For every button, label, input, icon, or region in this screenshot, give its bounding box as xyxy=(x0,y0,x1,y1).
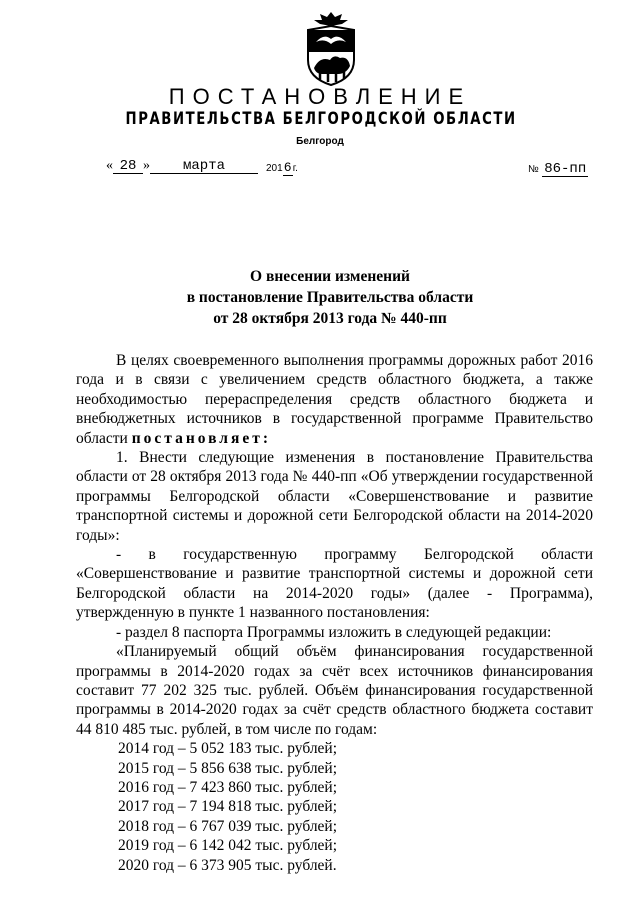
date-month: марта xyxy=(150,159,258,174)
issuing-authority: ПРАВИТЕЛЬСТВА БЕЛГОРОДСКОЙ ОБЛАСТИ xyxy=(125,109,517,129)
document-number: 86-пп xyxy=(544,161,587,177)
year-funding-line: 2018 год – 6 767 039 тыс. рублей; xyxy=(118,817,338,835)
preamble-text: В целях своевременного выполнения программы дорожных работ 2016 года и в связи с увеличением средств областного бюджета, а также необходимостью перераспределения средств областного бюджета и внебюджетных источников в государственной программе Правительство области xyxy=(76,352,593,447)
document-body xyxy=(76,351,593,875)
date-year-field xyxy=(266,161,298,176)
date-field xyxy=(106,158,150,174)
date-year-prefix: 201 xyxy=(266,163,283,174)
year-funding-line: 2016 год – 7 423 860 тыс. рублей; xyxy=(118,778,338,796)
funding-paragraph: «Планируемый общий объём финансирования государственной программы в 2014-2020 годах за счёт всех источников финансирования составит 77 202 325 тыс. рублей. Объём финансирования государственной программы в 2014-2020 годах за счёт средств областного бюджета составит 44 810 485 тыс. рублей, в том числе по годам: xyxy=(76,643,593,738)
number-label: № xyxy=(528,164,539,175)
year-funding-line: 2019 год – 6 142 042 тыс. рублей; xyxy=(118,837,338,855)
date-quote-close: » xyxy=(143,158,150,173)
subject-line: от 28 октября 2013 года № 440-пп xyxy=(213,310,447,327)
date-month-field xyxy=(150,158,258,174)
date-day: 28 xyxy=(113,159,143,174)
resolves-keyword: постановляет: xyxy=(131,429,272,447)
clause-section8-paragraph: - раздел 8 паспорта Программы изложить в следующей редакции: xyxy=(116,623,552,641)
document-type-title: ПОСТАНОВЛЕНИЕ xyxy=(168,84,472,109)
coat-of-arms-emblem xyxy=(300,8,362,88)
year-funding-line: 2015 год – 5 856 638 тыс. рублей; xyxy=(118,759,338,777)
year-funding-line: 2014 год – 5 052 183 тыс. рублей; xyxy=(118,740,338,758)
preamble-paragraph xyxy=(76,351,593,448)
date-year-suffix: г. xyxy=(292,163,298,174)
city-name: Белгород xyxy=(296,136,344,147)
clause-1-paragraph: 1. Внести следующие изменения в постановление Правительства области от 28 октября 2013 года № 440-пп «Об утверждении государственной программы Белгородской области «Совершенствование и развитие транспортной системы и дорожной сети Белгородской области на 2014-2020 годы»: xyxy=(76,449,593,544)
year-funding-line: 2017 год – 7 194 818 тыс. рублей; xyxy=(118,798,338,816)
year-funding-line: 2020 год – 6 373 905 тыс. рублей. xyxy=(118,856,337,874)
document-subject xyxy=(120,266,540,329)
subject-line: в постановление Правительства области xyxy=(186,289,474,306)
date-year-digit: 6 xyxy=(283,160,292,175)
clause-program-paragraph: - в государственную программу Белгородской области «Совершенствование и развитие транспортной системы и дорожной сети Белгородской области на 2014-2020 годы» (далее - Программа), утвержденную в пункте 1 названного постановления: xyxy=(76,546,593,622)
document-number-field xyxy=(528,161,588,177)
subject-line: О внесении изменений xyxy=(250,268,410,285)
date-quote-open: « xyxy=(106,158,113,173)
